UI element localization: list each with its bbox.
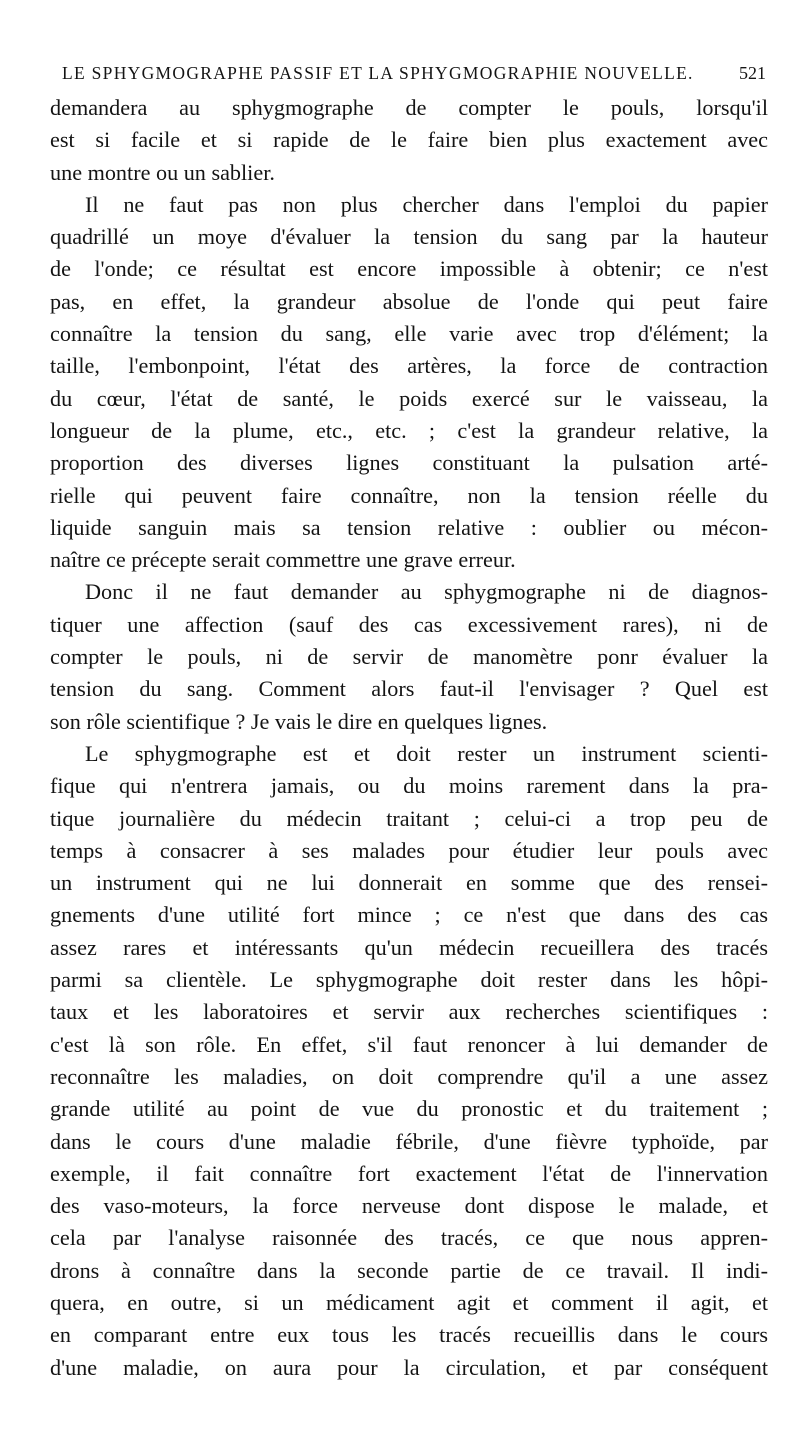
text-line: Le sphygmographe est et doit rester un instrument scienti- <box>85 740 768 766</box>
text-line: tique journalière du médecin traitant ; celui-ci a trop peu de <box>50 805 768 831</box>
text-line: rielle qui peuvent faire connaître, non la tension réelle du <box>50 482 768 508</box>
text-line: cela par l'analyse raisonnée des tracés, ce que nous appren- <box>50 1225 768 1251</box>
running-title: LE SPHYGMOGRAPHE PASSIF ET LA SPHYGMOGRAPHIE NOUVELLE. <box>62 63 694 83</box>
text-line: liquide sanguin mais sa tension relative : oublier ou mécon- <box>50 514 768 540</box>
book-page <box>50 0 768 1384</box>
text-line: Donc il ne faut demander au sphygmographe ni de diagnos- <box>85 579 768 605</box>
text-line: exemple, il fait connaître fort exactement l'état de l'innervation <box>50 1160 768 1186</box>
text-line: quera, en outre, si un médicament agit et comment il agit, et <box>50 1289 768 1315</box>
text-line: un instrument qui ne lui donnerait en somme que des rensei- <box>50 870 768 896</box>
text-line: du cœur, l'état de santé, le poids exercé sur le vaisseau, la <box>50 385 768 411</box>
page-number: 521 <box>739 63 766 83</box>
text-line: compter le pouls, ni de servir de manomètre ponr évaluer la <box>50 644 768 670</box>
text-line: temps à consacrer à ses malades pour étudier leur pouls avec <box>50 837 768 863</box>
text-line: dans le cours d'une maladie fébrile, d'une fièvre typhoïde, par <box>50 1128 768 1154</box>
text-line: gnements d'une utilité fort mince ; ce n'est que dans des cas <box>50 902 768 928</box>
text-line: des vaso-moteurs, la force nerveuse dont dispose le malade, et <box>50 1193 768 1219</box>
text-line: tiquer une affection (sauf des cas excessivement rares), ni de <box>50 611 768 637</box>
page-header <box>50 0 768 92</box>
text-line: en comparant entre eux tous les tracés recueillis dans le cours <box>50 1322 768 1348</box>
text-line: est si facile et si rapide de le faire bien plus exactement avec <box>50 127 768 153</box>
text-line: proportion des diverses lignes constituant la pulsation arté- <box>50 450 768 476</box>
text-line: tension du sang. Comment alors faut-il l'envisager ? Quel est <box>50 676 768 702</box>
text-line: pas, en effet, la grandeur absolue de l'onde qui peut faire <box>50 288 768 314</box>
text-line: d'une maladie, on aura pour la circulation, et par conséquent <box>50 1354 768 1380</box>
text-line: Il ne faut pas non plus chercher dans l'emploi du papier <box>85 191 768 217</box>
text-line: drons à connaître dans la seconde partie de ce travail. Il indi- <box>50 1257 768 1283</box>
text-line: c'est là son rôle. En effet, s'il faut renoncer à lui demander de <box>50 1031 768 1057</box>
text-line: fique qui n'entrera jamais, ou du moins rarement dans la pra- <box>50 773 768 799</box>
text-line: une montre ou un sablier. <box>50 159 275 185</box>
text-line: son rôle scientifique ? Je vais le dire en quelques lignes. <box>50 708 548 734</box>
text-line: naître ce précepte serait commettre une grave erreur. <box>50 547 516 573</box>
text-line: grande utilité au point de vue du pronostic et du traitement ; <box>50 1096 768 1122</box>
text-line: assez rares et intéressants qu'un médecin recueillera des tracés <box>50 934 768 960</box>
text-line: quadrillé un moye d'évaluer la tension du sang par la hauteur <box>50 224 768 250</box>
text-line: parmi sa clientèle. Le sphygmographe doit rester dans les hôpi- <box>50 967 768 993</box>
text-line: reconnaître les maladies, on doit comprendre qu'il a une assez <box>50 1063 768 1089</box>
text-line: taux et les laboratoires et servir aux recherches scientifiques : <box>50 999 768 1025</box>
text-line: longueur de la plume, etc., etc. ; c'est la grandeur relative, la <box>50 417 768 443</box>
text-line: connaître la tension du sang, elle varie avec trop d'élément; la <box>50 321 768 347</box>
body-text <box>50 92 768 1384</box>
text-line: taille, l'embonpoint, l'état des artères, la force de contraction <box>50 353 768 379</box>
text-line: demandera au sphygmographe de compter le pouls, lorsqu'il <box>50 95 768 120</box>
text-line: de l'onde; ce résultat est encore impossible à obtenir; ce n'est <box>50 256 768 282</box>
